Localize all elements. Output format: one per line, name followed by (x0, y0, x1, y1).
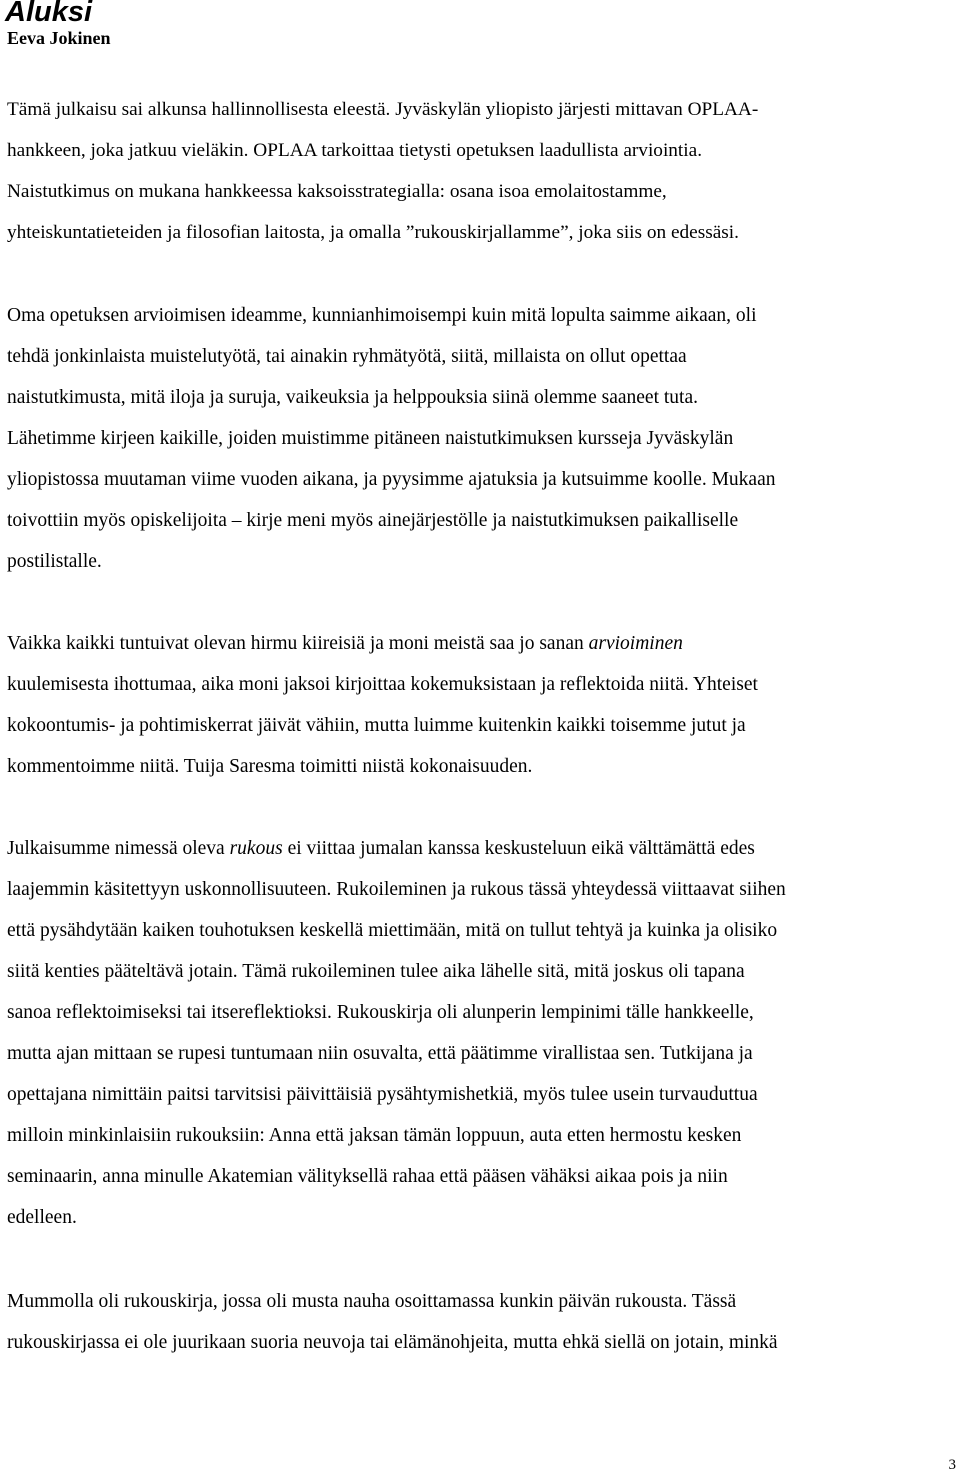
emphasized-word: arvioiminen (588, 633, 683, 654)
text-line: kommentoimme niitä. Tuija Saresma toimitti niistä kokonaisuuden. (7, 756, 533, 777)
text-segment: ei viittaa jumalan kanssa keskusteluun eikä välttämättä edes (282, 838, 755, 859)
text-line: milloin minkinlaisiin rukouksiin: Anna että jaksan tämän loppuun, auta etten hermostu kesken (7, 1125, 742, 1146)
paragraph-5 (7, 1281, 960, 1363)
text-line: rukouskirjassa ei ole juurikaan suoria neuvoja tai elämänohjeita, mutta ehkä siellä on jotain, minkä (7, 1332, 778, 1353)
text-line: mutta ajan mittaan se rupesi tuntumaan niin osuvalta, että päätimme virallistaa sen. Tutkijana ja (7, 1043, 753, 1064)
text-line: hankkeen, joka jatkuu vieläkin. OPLAA tarkoittaa tietysti opetuksen laadullista arviointia. (7, 140, 703, 161)
paragraph-4 (7, 828, 960, 1238)
text-line: Naistutkimus on mukana hankkeessa kaksoisstrategialla: osana isoa emolaitostamme, (7, 181, 667, 202)
paragraph-3 (7, 623, 960, 787)
text-line: sanoa reflektoimiseksi tai itsereflektioksi. Rukouskirja oli alunperin lempinimi tälle hankkeelle, (7, 1002, 754, 1023)
page-number: 3 (948, 1457, 956, 1473)
text-line: postilistalle. (7, 551, 102, 572)
text-line: tehdä jonkinlaista muistelutyötä, tai ainakin ryhmätyötä, siitä, millaista on ollut opettaa (7, 346, 687, 367)
text-line: Mummolla oli rukouskirja, jossa oli musta nauha osoittamassa kunkin päivän rukousta. Tässä (7, 1291, 737, 1312)
paragraph-1 (7, 89, 960, 253)
text-line: opettajana nimittäin paitsi tarvitsisi päivittäisiä pysähtymishetkiä, myös tulee usein turvauduttua (7, 1084, 758, 1105)
document-title: Aluksi (5, 0, 93, 28)
text-line: toivottiin myös opiskelijoita – kirje meni myös ainejärjestölle ja naistutkimuksen paikalliselle (7, 510, 739, 531)
text-line: laajemmin käsitettyyn uskonnollisuuteen. Rukoileminen ja rukous tässä yhteydessä viittaavat siihen (7, 879, 786, 900)
text-line: Tämä julkaisu sai alkunsa hallinnollisesta eleestä. Jyväskylän yliopisto järjesti mittavan OPLAA- (7, 99, 759, 120)
text-line: siitä kenties pääteltävä jotain. Tämä rukoileminen tulee aika lähelle sitä, mitä joskus oli tapana (7, 961, 745, 982)
text-line: kuulemisesta ihottumaa, aika moni jaksoi kirjoittaa kokemuksistaan ja reflektoida niitä. Yhteiset (7, 674, 758, 695)
text-line: yliopistossa muutaman viime vuoden aikana, ja pyysimme ajatuksia ja kutsuimme koolle. Mukaan (7, 469, 776, 490)
author-name: Eeva Jokinen (7, 28, 111, 48)
text-line: kokoontumis- ja pohtimiskerrat jäivät vähiin, mutta luimme kuitenkin kaikki toisemme jutut ja (7, 715, 746, 736)
text-line: yhteiskuntatieteiden ja filosofian laitosta, ja omalla ”rukouskirjallamme”, joka siis on edessäsi. (7, 222, 739, 243)
text-line (7, 623, 960, 664)
text-line: seminaarin, anna minulle Akatemian välityksellä rahaa että pääsen vähäksi aikaa pois ja niin (7, 1166, 728, 1187)
emphasized-word: rukous (229, 838, 283, 859)
text-segment: Julkaisumme nimessä oleva (7, 838, 230, 859)
text-line: Lähetimme kirjeen kaikille, joiden muistimme pitäneen naistutkimuksen kursseja Jyväskylän (7, 428, 734, 449)
paragraph-2 (7, 295, 960, 582)
text-line: Oma opetuksen arvioimisen ideamme, kunnianhimoisempi kuin mitä lopulta saimme aikaan, oli (7, 305, 757, 326)
text-line (7, 828, 960, 869)
text-line: naistutkimusta, mitä iloja ja suruja, vaikeuksia ja helppouksia siinä olemme saaneet tuta. (7, 387, 698, 408)
text-segment: Vaikka kaikki tuntuivat olevan hirmu kiireisiä ja moni meistä saa jo sanan (7, 633, 589, 654)
text-line: edelleen. (7, 1207, 77, 1228)
text-line: että pysähdytään kaiken touhotuksen keskellä miettimään, mitä on tullut tehtyä ja kuinka ja olisiko (7, 920, 778, 941)
